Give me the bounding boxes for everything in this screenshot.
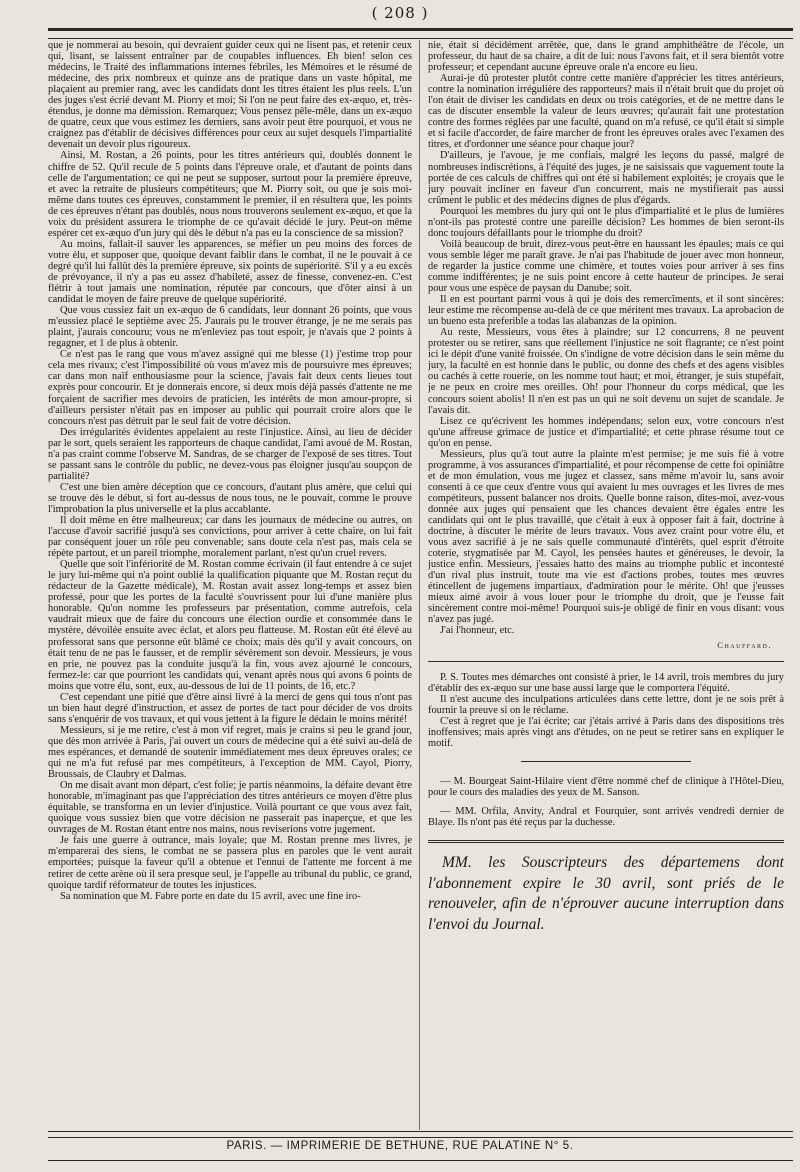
paragraph: Que vous cussiez fait un ex-æquo de 6 candidats, leur donnant 26 points, que vous m'eussiez placé le septième avec 25. J'aurais pu le trouver étrange, je ne me serais pas plaint, j'aurais concouru; vous ne m'enleviez pas tout espoir, je n'avais que 2 points à regagner, et 1 de plus à obtenir. (48, 305, 412, 350)
paragraph: nie, était si décidément arrêtée, que, dans le grand amphithéâtre de l'école, un professeur, du haut de sa chaire, a dit de lui: nous l'avons fait, et il sera bientôt votre professeur; et cependant aucune épreuve orale n'a encore eu lieu. (428, 40, 784, 74)
paragraph: Je fais une guerre à outrance, mais loyale; que M. Rostan prenne mes livres, je m'emparerai des siens, le combat ne se passera plus en paroles que le vent aurait emportées; puisque la faveur qu'il a obtenue et l'ennui de l'attente me forcent à me retirer de cette arène où il sera presque seul, je l'appelle au tribunal du public, ce grand, quoique tardif réformateur de toutes les injustices. (48, 835, 412, 891)
paragraph: J'ai l'honneur, etc. (440, 625, 515, 637)
section-divider (521, 761, 691, 762)
paragraph: Quelle que soit l'infériorité de M. Rostan comme écrivain (il faut entendre à ce sujet le jury lui-même qui n'a point oublié la qualification piquante que M. Rostan reçut du rédacteur de la Gazette médicale), M. Rostan avait assez long-temps et assez bien professé, pour que les portes de la faculté s'ouvrissent pour lui d'une manière plus honorable. Qu'on nomme les professeurs par présentation, comme autrefois, cela vaudrait mieux que de faire du concours une élection ourdie et consommée dans le mystère, dévoilée ensuite avec éclat, et alors peu flatteuse. M. Rostan eût été élevé au professorat sans que personne eût blâmé ce choix; mais dès qu'il y avait concours, on était tenu de ne pas le fausser, et de remplir sévèrement son devoir. Messieurs, je vous en prie, ne pouvez pas la conduite jusqu'à la fin, vous avez ajourné le concours, fermez-le: car que pourriont les candidats qui, venant après nous qui avons 6 points de moins que votre élu, sont, eux, au-dessous de lui de 11 points, de 16, etc.? (48, 559, 412, 692)
paragraph: Sa nomination que M. Fabre porte en date du 15 avril, avec une fine iro- (60, 890, 361, 902)
header-rule (48, 28, 793, 39)
printer-imprint: PARIS. — IMPRIMERIE DE BETHUNE, RUE PALATINE N° 5. (226, 1140, 574, 1152)
paragraph: Il en est pourtant parmi vous à qui je dois des remercîments, et il sont sincères: leur estime me récompense au-delà de ce que méritent mes travaux. La aprobacion de un bueno esta preferible a todas las alabanzas de la opinion. (428, 294, 784, 328)
left-column (48, 40, 412, 1130)
paragraph: Lisez ce qu'écrivent les hommes indépendans; selon eux, votre concours n'est qu'une affreuse grimace de justice et d'impartialité; et cette phrase résume tout ce qu'on en pense. (428, 415, 784, 449)
paragraph: que je nommerai au besoin, qui devraient guider ceux qui ne lisent pas, et retenir ceux qui, lisant, se laissent entraîner par de coupables influences. Eh bien! selon ces médecins, le Traité des inflammations internes fébriles, les Mémoires et le résumé de médecine, des prix nombreux et quinze ans de pratique dans un vaste hôpital, me plaçaient au premier rang, avec les candidats dont les titres étaient les plus reels. L'un des juges s'est écrié devant M. Piorry et moi; Si l'on ne peut faire des ex-æquo, et, très-étendus, je donne ma démission. Remarquez; Vous pensez pêle-mêle, dans un ex-æquo de quatre, ceux que vous estimez les derniers, sans avoir peut être pourquoi, et vous ne craignez pas d'établir de décisives différences pour ceux au sujet desquels l'impartialité devenait un devoir plus rigoureux. (48, 40, 412, 151)
paragraph: Voilà beaucoup de bruit, direz-vous peut-être en haussant les épaules; mais ce qui vous semble léger me paraît grave. Je n'ai pas l'habitude de jouer avec mon honneur, de regarder la justice comme une chimère, et toutes voies pour arriver à ses fins comme indifférentes; je ne suis point encore à cette hauteur de principes. Je serai pour vous une espèce de paysan du Danube; soit. (428, 238, 784, 295)
paragraph: Ainsi, M. Rostan, a 26 points, pour les titres antérieurs qui, doublés donnent le chiffre de 52. Qu'il recule de 5 points dans l'épreuve orale, et d'autant de points dans celle de l'argumentation; ce qui ne peut se supposer, surtout pour la première épreuve, et avec la retraite de plusieurs compétiteurs; que M. Piorry soit, ou que je sois moi-même dans toutes ces épreuves, constamment le premier, il en résultera que, les points de ces épreuves n'étant pas doublés, nous nous trouverons seulement ex-æquo, et que la voix du président assurera le triomphe de ce qu'avait décidé le jury. Peut-on même espérer cet ex-æquo d'un jury qui dès le début n'a pas eu la conscience de sa mission? (48, 150, 412, 239)
paragraph: Au reste, Messieurs, vous êtes à plaindre; sur 12 concurrens, 8 ne peuvent protester ou se retirer, sans que réellement l'injustice ne soit flagrante; ce n'est point ici le dépit d'une vanité froissée. On s'indigne de votre décision dans le sein même du jury, la faculté en est honnie dans le public, ou donne des chefs et des agens visibles ou cachés à cette rouerie, on les nomme tout haut; et moi, étranger, je suis stupéfait, je ne peux en croire mes oreilles. Oh! pour l'honneur du corps médical, que les concours soient abolis! Il n'en est pas un qui ne soit devenu un sujet de scandale. Je l'avais dit. (428, 327, 784, 416)
paragraph: D'ailleurs, je l'avoue, je me confiais, malgré les leçons du passé, malgré de nombreuses indiscrétions, à l'équité des juges, je ne saisissais que vaguement toute la portée de ces calculs de chiffres qui ont été si habilement exploités; je croyais que le jury pouvait incliner en faveur d'un concurrent, mais ne mystifierait pas aussi crûment le public et des médecins dignes de plus d'égards. (428, 150, 784, 206)
paragraph: C'est une bien amère déception que ce concours, d'autant plus amère, que celui qui se trouve dès le début, si fort au-dessus de nous tous, ne le pouvait, comme le prouve l'improbation la plus universelle et la plus accablante. (48, 481, 412, 515)
right-column (428, 40, 784, 1130)
footer-rule-bottom (48, 1160, 793, 1161)
page-number: ( 208 ) (371, 4, 429, 22)
paragraph: C'est cependant une pitié que d'être ainsi livré à la merci de gens qui tous n'ont pas un bien haut degré d'instruction, et assez de portes de tact pour décider de vos droits sans s'enquérir de vos travaux, et qui vous jettent à la figure le dédain le moins mérité! (48, 691, 412, 725)
paragraph: On me disait avant mon départ, c'est folie; je partis néanmoins, la défaite devant être honorable, m'imaginant pas que l'appréciation des titres antérieurs ce moyen d'être plus équitable, se transforma en un levier d'injustice. Voilà pourtant ce que vous avez fait, quoique vous sussiez bien que votre décision ne passerait pas inaperçue, et que les ouvrages de M. Rostan étant entre nos mains, nous reviserions votre jugement. (48, 780, 412, 836)
signature: Chauffard. (717, 639, 772, 650)
paragraph: Pourquoi les membres du jury qui ont le plus d'impartialité et le plus de lumières n'ont-ils pas protesté contre une pareille décision? Les hommes de bien seront-ils donc toujours défaillants pour le triomphe du droit? (428, 205, 784, 239)
paragraph: Messieurs, si je me retire, c'est à mon vif regret, mais je crains si peu le grand jour, que dès mon arrivée à Paris, j'ai ouvert un cours de médecine qui a été suivi au-delà de mes espérances, et demandé de soutenir immédiatement mes deux épreuves orales; ce qui ne m'a fut refusé par mes compétiteurs, à l'exception de MM. Cayol, Piorry, Broussais, de Claubry et Dalmas. (48, 724, 412, 781)
news-item: — M. Bourgeat Saint-Hilaire vient d'être nommé chef de clinique à l'Hôtel-Dieu, pour le cours des maladies des yeux de M. Sanson. (428, 775, 784, 798)
postscript-paragraph: P. S. Toutes mes démarches ont consisté à prier, le 14 avril, trois membres du jury d'établir des ex-æquo sur une base aussi large que le comportera l'équité. (428, 671, 784, 694)
postscript-paragraph: C'est à regret que je l'ai écrite; car j'étais arrivé à Paris dans des dispositions très inoffensives; mais après vingt ans d'études, on ne peut se retirer sans en expliquer le motif. (428, 715, 784, 749)
subscription-notice-text: MM. les Souscripteurs des départemens dont l'abonnement expire le 30 avril, sont priés de le renouveler, afin de n'éprouver aucune interruption dans l'envoi du Journal. (428, 854, 784, 933)
paragraph: Ce n'est pas le rang que vous m'avez assigné qui me blesse (1) j'estime trop pour cela mes rivaux; c'est l'impossibilité où vous m'avez mis de poursuivre mes épreuves; car dans mon naïf enthousiasme pour la science, j'avais fait deux cents lieues tout exprès pour concourir. Et je donnerais encore, si deux mois déjà passés d'attente ne me forçaient de sacrifier mes devoirs de praticien, les intérêts de mon amour-propre, si d'ailleurs persister n'était pas en imposer au public qui pourrait croire alors que le concours n'est pas détruit par le seul fait de votre décision. (48, 349, 412, 427)
column-divider (419, 40, 420, 1130)
paragraph: Messieurs, plus qu'à tout autre la plainte m'est permise; je me suis fié à votre programme, à vos assurances d'impartialité, et pour récompense de cette foi opiniâtre et de mon émulation, vous me jugez et classez, sans même m'avoir lu, sans avoir consenti à ce que ceux d'entre vous qui avaient lu mes ouvrages et les livres de mes compétiteurs, pussent balancer nos droits. Quelle bonne raison, dites-moi, avez-vous donnée aux juges qui pensaient que les chances devaient être égales entre les candidats qui ont le plus travaillé, que c'était à eux à opposer fait à fait, doctrine à doctrine, à discuter le mérite de leurs travaux. Vous avez craint pour votre élu, et vous avez sacrifié à je ne sais quelle communauté d'intérêts, quel esprit d'étroite coterie, stygmatisée par M. Cayol, les pensées hautes et généreuses, le devoir, la justice enfin. Messieurs, j'essaies hatto des mains au triomphe public et incontesté d'un rival plus instruit, toute ma vie est d'actions probes, toutes mes œuvres étincellent de jugemens impartiaux, d'admiration pour le mérite. Oh! que j'eusses mieux aimé avoir à vous louer pour le triomphe du droit, que je l'eusse fait sincèrement contre moi-même! Pourquoi suis-je obligé de finir en vous disant: vous n'avez pas jugé. (428, 448, 784, 626)
subscription-notice (428, 853, 784, 935)
paragraph: Il doit même en être malheureux; car dans les journaux de médecine ou autres, on l'accuse d'avoir sacrifié jusqu'à ses convictions, pour arriver à cette chaire, on lui fait par conséquent jouer un rôle peu convenable; sans doute cela n'est pas, mais cela se répète partout, et un pareil triomphe, moralement parlant, n'est qu'un cruel revers. (48, 515, 412, 560)
section-divider (428, 840, 784, 843)
postscript-paragraph: Il n'est aucune des inculpations articulées dans cette lettre, dont je ne sois prêt à fournir la preuve si on le réclame. (428, 693, 784, 716)
paragraph: Des irrégularités évidentes appelaient au reste l'injustice. Ainsi, au lieu de décider par le sort, quels seraient les rapporteurs de chaque candidat, l'ami avoué de M. Rostan, n'a pas craint comme l'observe M. Sandras, de se charger de l'exposé de ses titres. Tout se passant sans le contrôle du public, ne devez-vous pas éloigner jusqu'au soupçon de partialité? (48, 426, 412, 482)
footer-rule (48, 1131, 793, 1138)
news-item: — MM. Orfila, Anvity, Andral et Fourquier, sont arrivés vendredi dernier de Blaye. Ils n'ont pas été reçus par la duchesse. (428, 806, 784, 829)
section-divider (428, 661, 784, 662)
paragraph: Au moins, fallait-il sauver les apparences, se méfier un peu moins des forces de votre élu, et supposer que, quoique devant faiblir dans le combat, il ne le pouvait à ce degré qu'il lui fallût dès la première épreuve, six points de supériorité. S'il y a eu excès de prévoyance, il n'y a pas eu assez d'habileté, assez de finesse, convenez-en. C'est flétrir à tout jamais une nomination, réputée par concours, que d'ôter ainsi à un candidat le moyen de faire preuve de quelque supériorité. (48, 238, 412, 306)
paragraph: Aurai-je dû protester plutôt contre cette manière d'apprécier les titres antérieurs, contre la nomination irrégulière des rapporteurs? mais il n'était bruit que du projet où l'on était de diviser les candidats en deux ou trois catégories, et de ne mettre dans le cas de discuter ensemble la valeur de leurs œuvres; qu'aurait fait une protestation contre des formes réglées par une faculté, quand on m'a refusé, ce qu'il était si simple et si facile d'accorder, de faire marcher de front les épreuves orales avec l'examen des titres, et d'ordonner une séance pour chaque jour? (428, 73, 784, 151)
